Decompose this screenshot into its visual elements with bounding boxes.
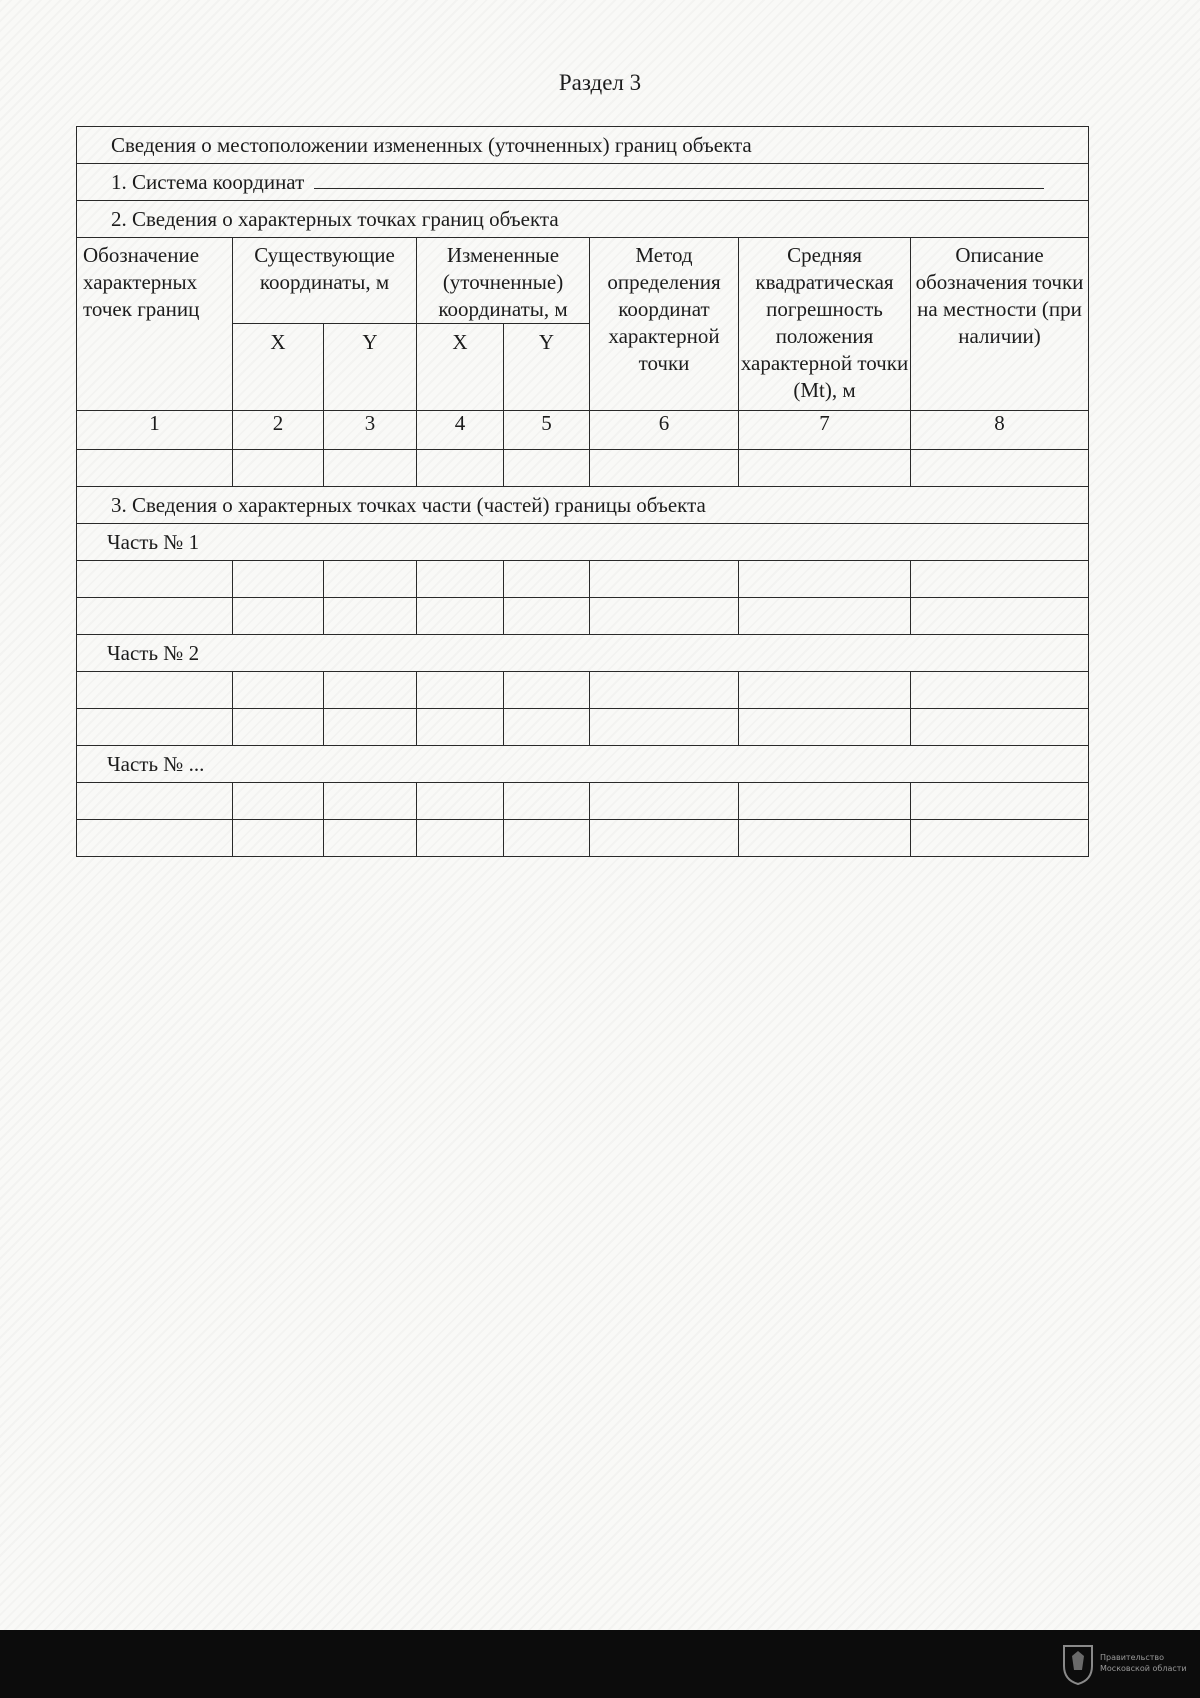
footer-caption-line1: Правительство [1100,1653,1164,1662]
blank-cell[interactable] [417,820,504,857]
coord-system-row [77,164,1089,201]
subheader-x-existing: X [233,324,324,411]
blank-cell[interactable] [324,450,417,487]
blank-cell[interactable] [417,561,504,598]
header-existing-coords: Существующие координаты, м [233,238,417,324]
blank-cell[interactable] [590,672,739,709]
footer-caption-line2: Московской области [1100,1664,1187,1673]
part-blank-row [77,672,1089,709]
blank-cell[interactable] [739,672,911,709]
part-label: Часть № 1 [77,524,1089,561]
column-number: 2 [233,411,324,450]
blank-cell[interactable] [911,561,1089,598]
blank-cell[interactable] [590,709,739,746]
blank-cell[interactable] [77,783,233,820]
blank-cell[interactable] [590,450,739,487]
coord-system-cell [77,164,1089,201]
subheader-y-existing: Y [324,324,417,411]
part-blank-row [77,783,1089,820]
blank-cell[interactable] [233,709,324,746]
column-number: 3 [324,411,417,450]
points-heading: 2. Сведения о характерных точках границ объекта [77,201,1089,238]
column-number: 7 [739,411,911,450]
coord-system-blank-line[interactable] [314,168,1044,189]
blank-cell[interactable] [739,598,911,635]
blank-cell[interactable] [504,709,590,746]
blank-cell[interactable] [77,820,233,857]
boundary-form-table [76,126,1089,857]
blank-cell[interactable] [911,820,1089,857]
column-number: 5 [504,411,590,450]
blank-cell[interactable] [77,561,233,598]
blank-cell[interactable] [77,672,233,709]
blank-cell[interactable] [590,820,739,857]
points-heading-row [77,201,1089,238]
header-method: Метод определения координат характерной точки [590,238,739,411]
blank-cell[interactable] [739,450,911,487]
blank-cell[interactable] [324,820,417,857]
header-designation: Обозначение характерных точек границ [77,238,233,411]
blank-cell[interactable] [417,450,504,487]
blank-cell[interactable] [324,598,417,635]
blank-cell[interactable] [739,783,911,820]
blank-cell[interactable] [911,709,1089,746]
column-number: 6 [590,411,739,450]
blank-cell[interactable] [590,783,739,820]
blank-cell[interactable] [77,598,233,635]
scanner-footer-band [0,1630,1200,1698]
blank-cell[interactable] [324,561,417,598]
blank-cell[interactable] [233,820,324,857]
blank-cell[interactable] [417,709,504,746]
coord-system-label: 1. Система координат [111,170,305,194]
part-blank-row [77,561,1089,598]
blank-cell[interactable] [233,450,324,487]
header-row [77,238,1089,324]
title-row [77,127,1089,164]
part-label: Часть № ... [77,746,1089,783]
part-label-row [77,524,1089,561]
blank-cell[interactable] [739,709,911,746]
part-label: Часть № 2 [77,635,1089,672]
blank-cell[interactable] [417,783,504,820]
column-number: 1 [77,411,233,450]
blank-cell[interactable] [504,561,590,598]
blank-cell[interactable] [504,598,590,635]
part-label-row [77,635,1089,672]
blank-cell[interactable] [417,598,504,635]
column-number-row [77,411,1089,450]
footer-caption [1100,1652,1196,1674]
header-changed-coords: Измененные (уточненные) координаты, м [417,238,590,324]
blank-cell[interactable] [504,450,590,487]
part-blank-row [77,820,1089,857]
form-title: Сведения о местоположении измененных (уточненных) границ объекта [77,127,1089,164]
blank-cell[interactable] [233,561,324,598]
blank-cell[interactable] [911,672,1089,709]
blank-cell[interactable] [911,450,1089,487]
parts-heading-row [77,487,1089,524]
section-title: Раздел 3 [558,70,642,95]
blank-cell[interactable] [77,709,233,746]
blank-cell[interactable] [417,672,504,709]
blank-cell[interactable] [233,783,324,820]
blank-cell[interactable] [324,709,417,746]
blank-cell[interactable] [590,561,739,598]
blank-cell[interactable] [233,598,324,635]
blank-cell[interactable] [233,672,324,709]
blank-cell[interactable] [739,561,911,598]
header-description: Описание обозначения точки на местности (при наличии) [911,238,1089,411]
blank-cell[interactable] [77,450,233,487]
blank-cell[interactable] [324,783,417,820]
points-blank-row [77,450,1089,487]
blank-cell[interactable] [590,598,739,635]
blank-cell[interactable] [911,783,1089,820]
part-blank-row [77,598,1089,635]
blank-cell[interactable] [504,672,590,709]
header-error: Средняя квадратическая погрешность положения характерной точки (Mt), м [739,238,911,411]
part-label-row [77,746,1089,783]
column-number: 8 [911,411,1089,450]
blank-cell[interactable] [504,783,590,820]
subheader-y-changed: Y [504,324,590,411]
blank-cell[interactable] [739,820,911,857]
blank-cell[interactable] [911,598,1089,635]
parts-heading: 3. Сведения о характерных точках части (частей) границы объекта [77,487,1089,524]
blank-cell[interactable] [324,672,417,709]
coat-of-arms-icon [1060,1642,1096,1686]
blank-cell[interactable] [504,820,590,857]
part-blank-row [77,709,1089,746]
subheader-x-changed: X [417,324,504,411]
column-number: 4 [417,411,504,450]
